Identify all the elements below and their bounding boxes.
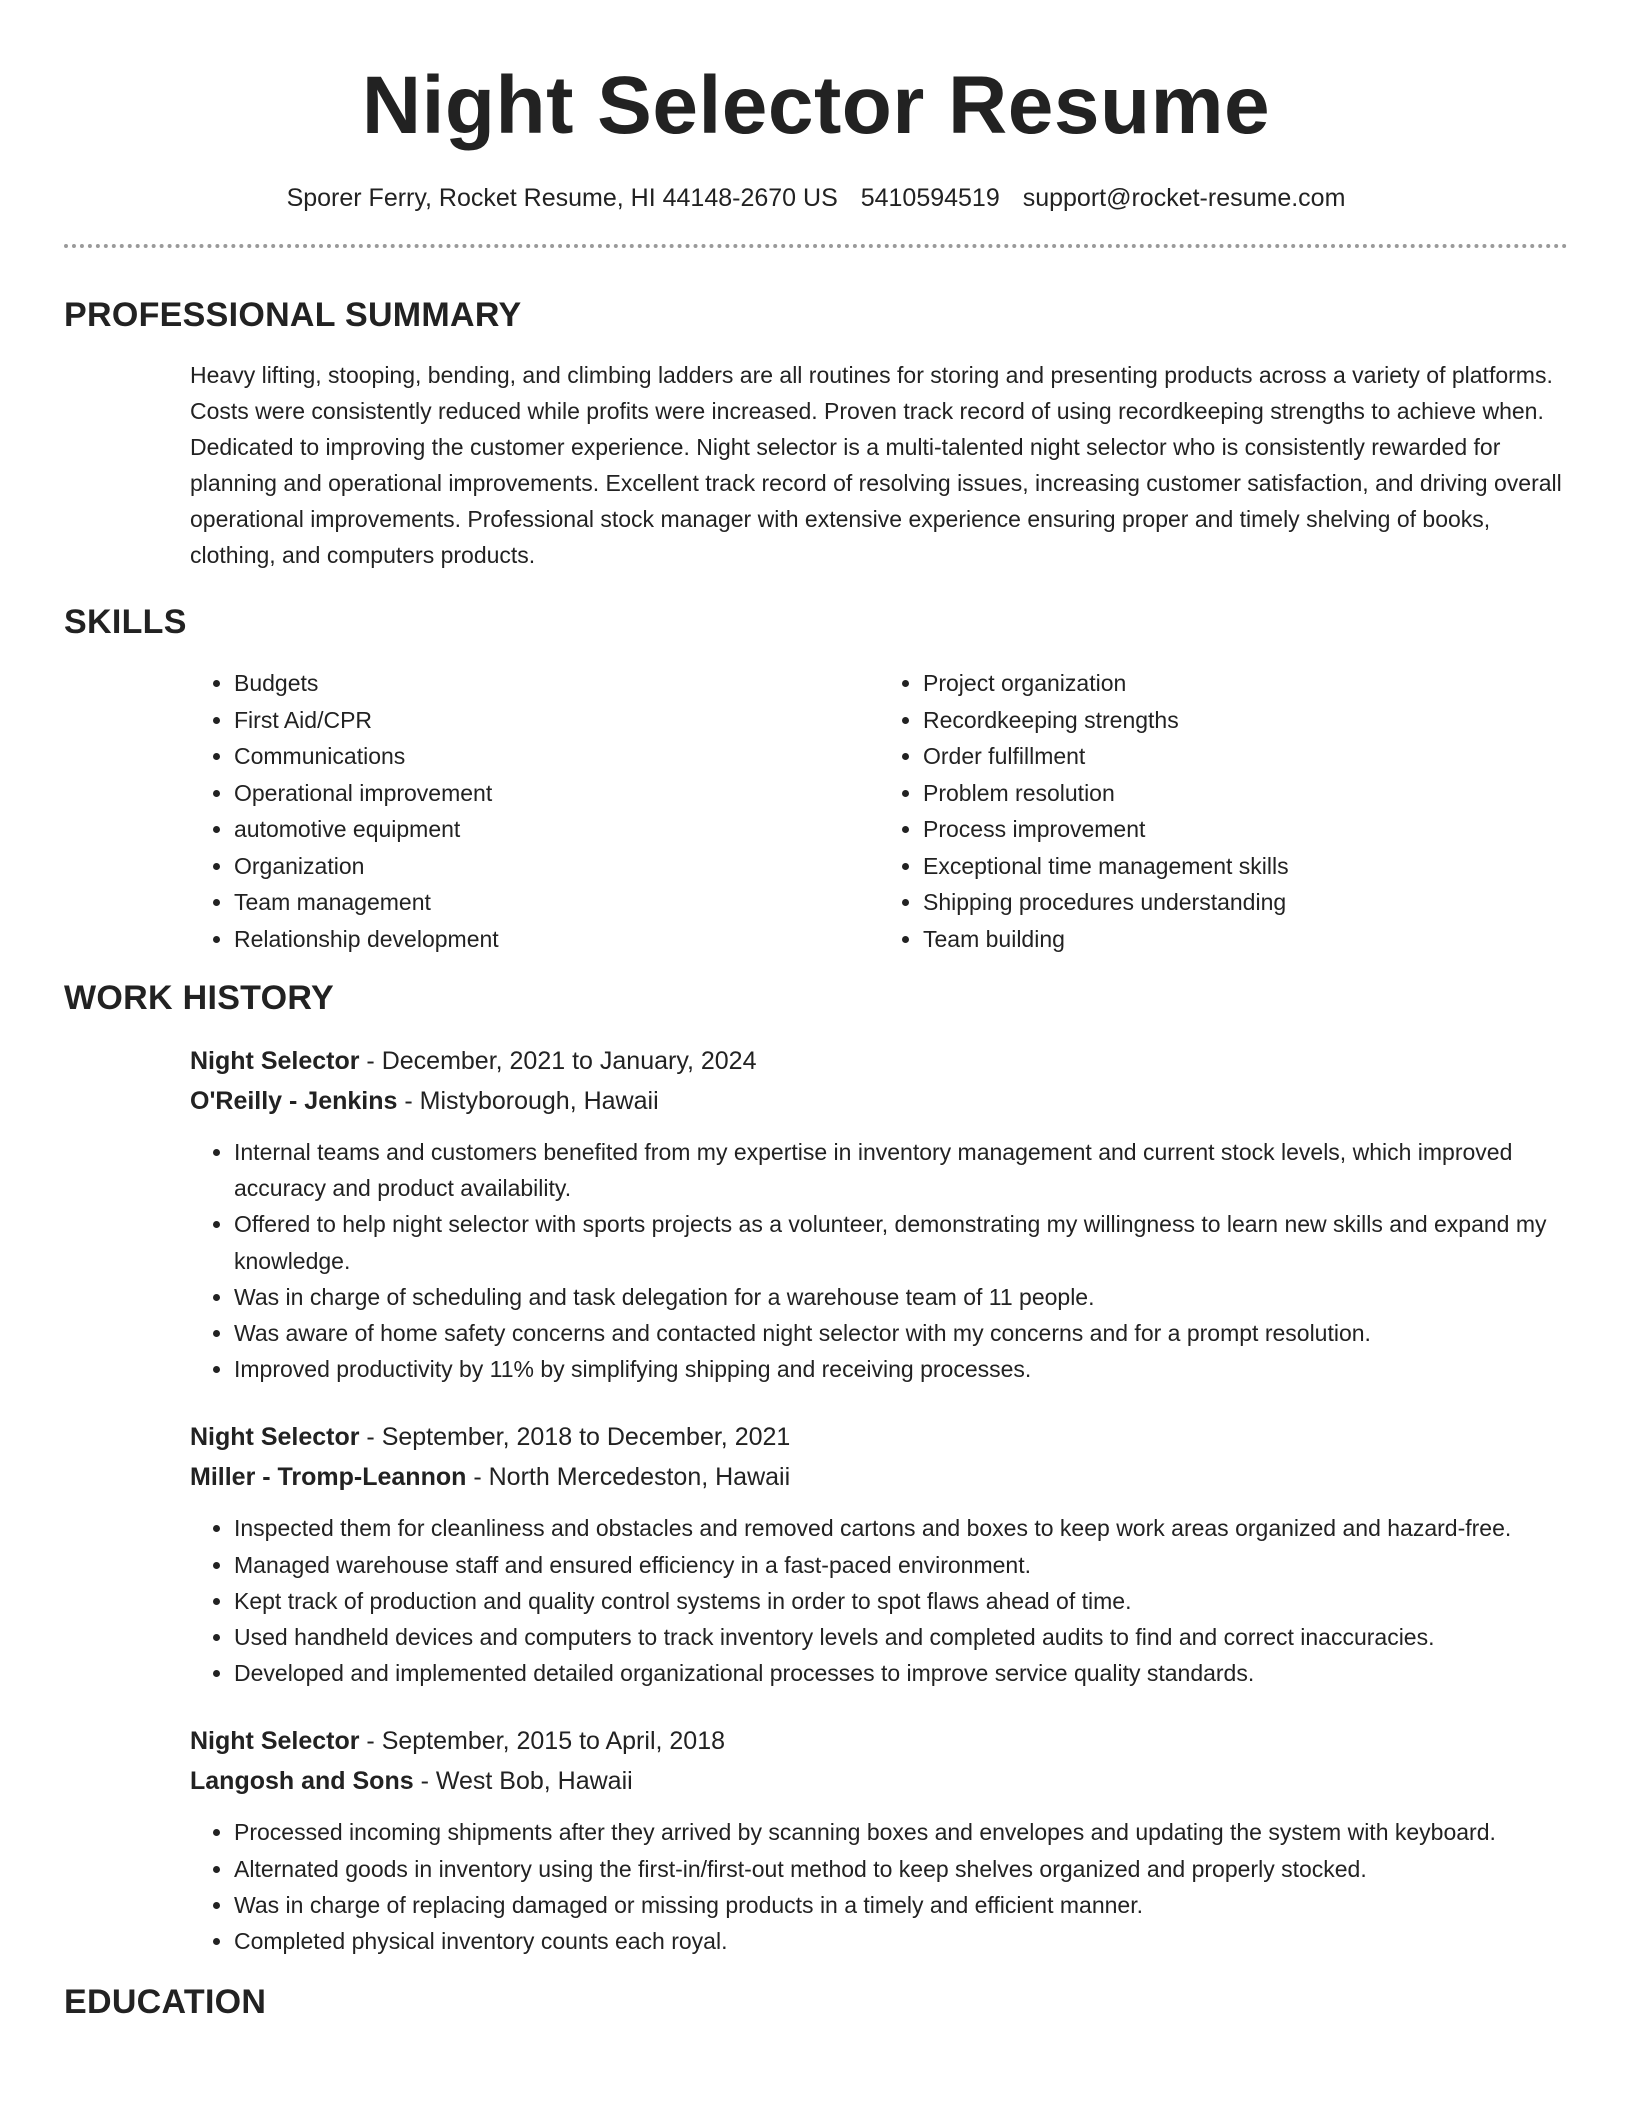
skill-item: • Team building xyxy=(923,921,1568,958)
job-dates: - September, 2018 to December, 2021 xyxy=(359,1423,791,1452)
job-title-line xyxy=(190,1417,1568,1457)
job-bullet: • Used handheld devices and computers to track inventory levels and completed audits to find and correct inaccuracies. xyxy=(234,1619,1568,1655)
resume-title: Night Selector Resume xyxy=(361,60,1271,151)
job-bullets xyxy=(190,1134,1568,1387)
job-location: - North Mercedeston, Hawaii xyxy=(466,1463,791,1492)
summary-section xyxy=(64,293,1568,573)
job-company: O'Reilly - Jenkins xyxy=(190,1087,398,1115)
skills-section xyxy=(64,600,1568,957)
job-bullet: • Internal teams and customers benefited from my expertise in inventory management and current stock levels, which improved accuracy and product availability. xyxy=(234,1134,1568,1206)
skill-item: • Recordkeeping strengths xyxy=(923,702,1568,739)
skill-item: • Problem resolution xyxy=(923,775,1568,812)
skill-item: • Exceptional time management skills xyxy=(923,848,1568,885)
job-title-line xyxy=(190,1721,1568,1761)
job-dates: - September, 2015 to April, 2018 xyxy=(359,1727,725,1756)
job-company-line xyxy=(190,1761,1568,1801)
skill-item: • Shipping procedures understanding xyxy=(923,884,1568,921)
skill-item: • Organization xyxy=(234,848,879,885)
job-bullet: • Alternated goods in inventory using the first-in/first-out method to keep shelves organized and properly stocked. xyxy=(234,1851,1568,1887)
skill-item: • Team management xyxy=(234,884,879,921)
job-bullet: • Developed and implemented detailed organizational processes to improve service quality standards. xyxy=(234,1655,1568,1691)
skills-right-list xyxy=(879,665,1568,957)
job-location: - Mistyborough, Hawaii xyxy=(397,1087,659,1115)
job-company-line xyxy=(190,1081,1568,1121)
job-title: Night Selector xyxy=(190,1423,360,1452)
job-company-line xyxy=(190,1457,1568,1497)
job-bullet: • Processed incoming shipments after they arrived by scanning boxes and envelopes and updating the system with keyboard. xyxy=(234,1814,1568,1850)
job-bullet: • Improved productivity by 11% by simplifying shipping and receiving processes. xyxy=(234,1351,1568,1387)
education-section xyxy=(64,1980,1568,2024)
skill-item: • Project organization xyxy=(923,665,1568,702)
contact-phone: 5410594519 xyxy=(860,184,1000,212)
job-company: Langosh and Sons xyxy=(190,1767,414,1796)
job-entry xyxy=(190,1417,1568,1691)
skill-item: • automotive equipment xyxy=(234,811,879,848)
job-entry xyxy=(190,1721,1568,1959)
skill-item: • Budgets xyxy=(234,665,879,702)
contact-address: Sporer Ferry, Rocket Resume, HI 44148-2670 US xyxy=(286,184,838,212)
job-entry xyxy=(190,1041,1568,1387)
job-bullet: • Was aware of home safety concerns and contacted night selector with my concerns and for a prompt resolution. xyxy=(234,1315,1568,1351)
summary-text: Heavy lifting, stooping, bending, and climbing ladders are all routines for storing and presenting products across a variety of platforms. Costs were consistently reduced while profits were increased. Proven track record of using recordkeeping strengths to achieve when. Dedicated to improving the customer experience. Night selector is a multi-talented night selector who is consistently rewarded for planning and operational improvements. Excellent track record of resolving issues, increasing customer satisfaction, and driving overall operational improvements. Professional stock manager with extensive experience ensuring proper and timely shelving of books, clothing, and computers products. xyxy=(190,362,1562,568)
skills-columns xyxy=(190,665,1568,957)
job-location: - West Bob, Hawaii xyxy=(413,1767,633,1796)
skill-item: • Operational improvement xyxy=(234,775,879,812)
header-divider xyxy=(64,244,1568,248)
skill-item: • Order fulfillment xyxy=(923,738,1568,775)
job-bullets xyxy=(190,1814,1568,1959)
job-bullet: • Completed physical inventory counts each royal. xyxy=(234,1923,1568,1959)
job-bullet: • Managed warehouse staff and ensured efficiency in a fast-paced environment. xyxy=(234,1547,1568,1583)
job-title: Night Selector xyxy=(190,1047,360,1075)
education-heading: EDUCATION xyxy=(64,1983,267,2022)
job-bullets xyxy=(190,1510,1568,1691)
summary-heading: PROFESSIONAL SUMMARY xyxy=(64,296,522,334)
skill-item: • Process improvement xyxy=(923,811,1568,848)
job-dates: - December, 2021 to January, 2024 xyxy=(359,1047,757,1075)
skills-left-list xyxy=(190,665,879,957)
job-bullet: • Was in charge of scheduling and task delegation for a warehouse team of 11 people. xyxy=(234,1279,1568,1315)
job-bullet: • Inspected them for cleanliness and obstacles and removed cartons and boxes to keep work areas organized and hazard-free. xyxy=(234,1510,1568,1546)
skill-item: • Communications xyxy=(234,738,879,775)
job-bullet: • Kept track of production and quality control systems in order to spot flaws ahead of time. xyxy=(234,1583,1568,1619)
skill-item: • Relationship development xyxy=(234,921,879,958)
contact-line xyxy=(64,182,1568,214)
contact-email: support@rocket-resume.com xyxy=(1022,184,1346,212)
work-history-section xyxy=(64,976,1568,1959)
skills-heading: SKILLS xyxy=(64,603,187,641)
skill-item: • First Aid/CPR xyxy=(234,702,879,739)
job-title-line xyxy=(190,1041,1568,1081)
job-title: Night Selector xyxy=(190,1727,360,1756)
job-company: Miller - Tromp-Leannon xyxy=(190,1463,467,1492)
work-history-heading: WORK HISTORY xyxy=(64,979,334,1017)
job-bullet: • Was in charge of replacing damaged or missing products in a timely and efficient manner. xyxy=(234,1887,1568,1923)
job-bullet: • Offered to help night selector with sports projects as a volunteer, demonstrating my willingness to learn new skills and expand my knowledge. xyxy=(234,1206,1568,1278)
